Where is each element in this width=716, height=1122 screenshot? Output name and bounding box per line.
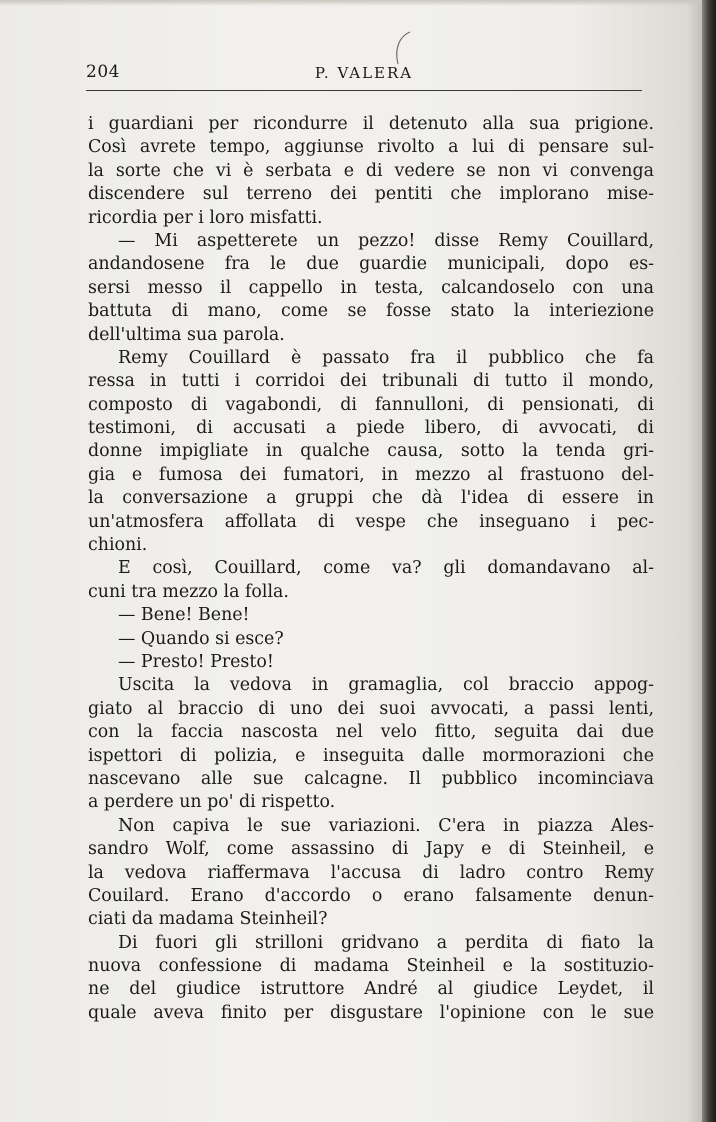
text-line: — Presto! Presto!: [118, 651, 274, 672]
text-line: nascevano alle sue calcagne. Il pubblico incominciava: [88, 768, 654, 789]
text-line: ciati da madama Steinheil?: [88, 909, 328, 930]
text-line: discendere sul terreno dei pentiti che implorano mise-: [88, 184, 654, 205]
text-line: Couilard. Erano d'accordo o erano falsamente denun-: [88, 885, 654, 906]
text-line: Così avrete tempo, aggiunse rivolto a lui di pensare sul-: [88, 137, 654, 158]
text-line: la conversazione a gruppi che dà l'idea di essere in: [88, 488, 654, 509]
text-line: Di fuori gli strilloni gridvano a perdita di fiato la: [118, 932, 654, 953]
text-line: Non capiva le sue variazioni. C'era in piazza Ales-: [118, 815, 654, 836]
text-line: ricordia per i loro misfatti.: [88, 207, 323, 228]
text-line: giato al braccio di uno dei suoi avvocati, a passi lenti,: [88, 698, 654, 719]
text-line: Remy Couillard è passato fra il pubblico che fa: [118, 347, 654, 368]
page-top-edge: [0, 0, 716, 6]
text-line: a perdere un po' di rispetto.: [88, 792, 336, 813]
text-line: — Bene! Bene!: [118, 605, 250, 626]
text-line: testimoni, di accusati a piede libero, di avvocati, di: [88, 418, 654, 439]
text-line: — Mi aspetterete un pezzo! disse Remy Couillard,: [118, 230, 654, 251]
text-line: — Quando si esce?: [118, 628, 284, 649]
text-line: ressa in tutti i corridoi dei tribunali di tutto il mondo,: [88, 371, 654, 392]
text-line: chioni.: [88, 535, 148, 556]
text-line: un'atmosfera affollata di vespe che inseguano i pec-: [88, 511, 654, 532]
text-line: battuta di mano, come se fosse stato la interiezione: [88, 301, 654, 322]
text-line: ne del giudice istruttore André al giudice Leydet, il: [88, 979, 654, 1000]
text-line: sersi messo il cappello in testa, calcandoselo con una: [88, 277, 654, 298]
text-line: gia e fumosa dei fumatori, in mezzo al frastuono del-: [88, 464, 654, 485]
text-line: cuni tra mezzo la folla.: [88, 581, 289, 602]
text-line: quale aveva finito per disgustare l'opinione con le sue: [88, 1002, 654, 1023]
page-number: 204: [86, 62, 120, 82]
text-line: dell'ultima sua parola.: [88, 324, 285, 345]
page-header: [86, 62, 642, 90]
text-line: ispettori di polizia, e inseguita dalle mormorazioni che: [88, 745, 654, 766]
body-text: [88, 113, 654, 1025]
text-line: la sorte che vi è serbata e di vedere se non vi convenga: [88, 160, 654, 181]
text-line: con la faccia nascosta nel velo fitto, seguita dai due: [88, 722, 654, 743]
text-line: la vedova riaffermava l'accusa di ladro contro Remy: [88, 862, 654, 883]
text-line: sandro Wolf, come assassino di Japy e di Steinheil, e: [88, 839, 654, 860]
text-line: E così, Couillard, come va? gli domandavano al-: [118, 558, 654, 579]
text-line: i guardiani per ricondurre il detenuto alla sua prigione.: [88, 114, 654, 134]
page-binding-shadow: [702, 0, 716, 1122]
running-head: P. VALERA: [314, 64, 414, 82]
text-line: composto di vagabondi, di fannulloni, di pensionati, di: [88, 394, 654, 415]
text-line: Uscita la vedova in gramaglia, col braccio appog-: [118, 675, 654, 696]
header-rule: [86, 90, 642, 91]
text-line: donne impigliate in qualche causa, sotto la tenda gri-: [88, 441, 654, 462]
text-line: andandosene fra le due guardie municipali, dopo es-: [88, 254, 654, 275]
text-line: nuova confessione di madama Steinheil e la sostituzio-: [88, 956, 654, 977]
